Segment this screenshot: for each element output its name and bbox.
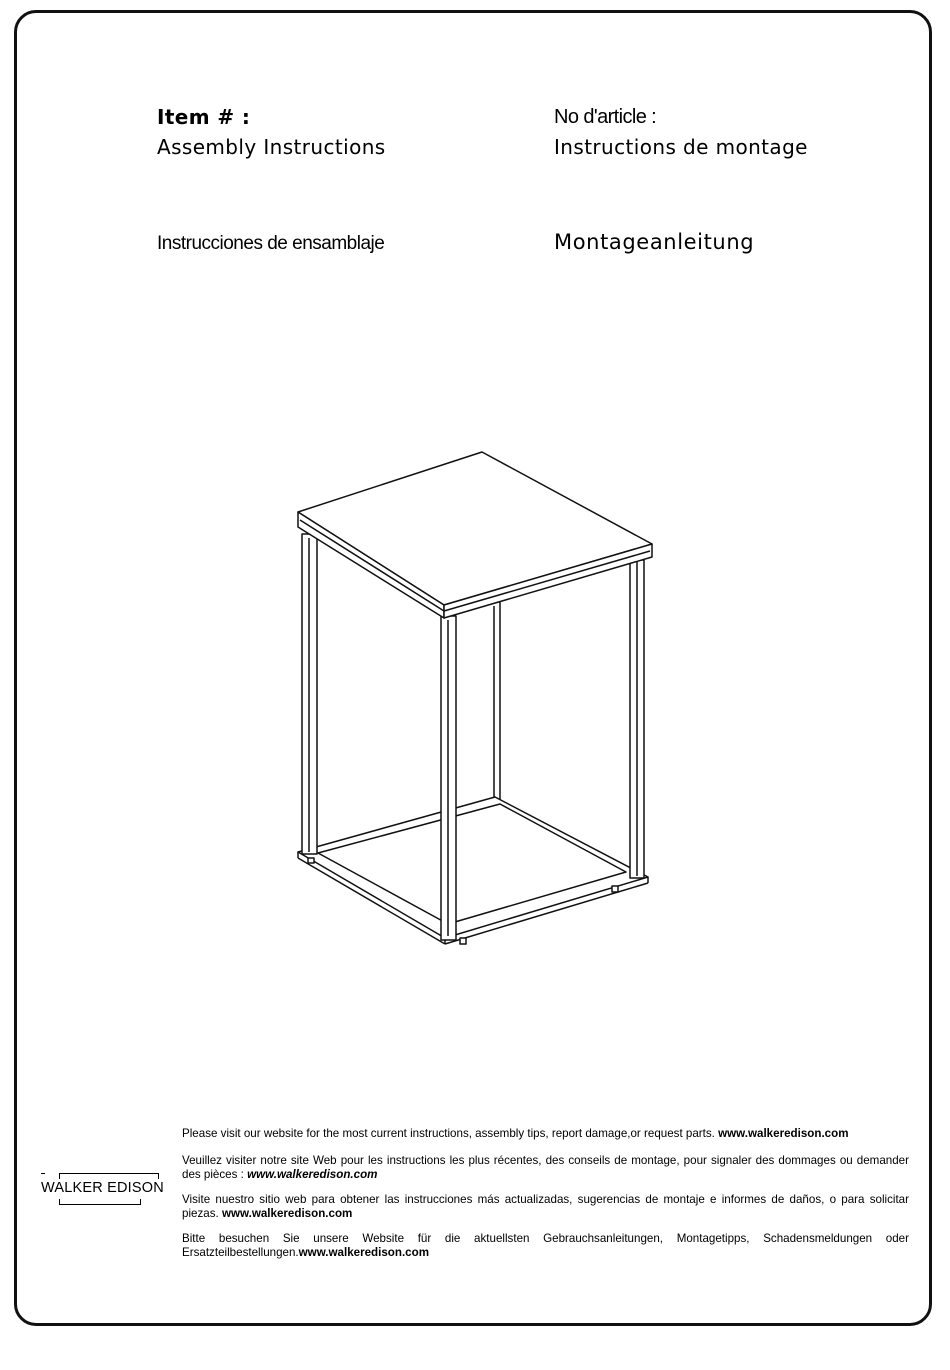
website-link-es[interactable]: www.walkeredison.com (221, 1207, 353, 1220)
notice-de-text: Bitte besuchen Sie unsere Website für die aktuellsten Gebrauchsanleitungen, Montagetipps, Schadensmeldungen oder Ersatzteilbestellungen. (182, 1232, 909, 1259)
notice-es (182, 1193, 909, 1221)
notice-de (182, 1232, 909, 1260)
walker-edison-logo (41, 1173, 164, 1205)
website-link-en[interactable]: www.walkeredison.com (718, 1127, 849, 1140)
notice-es-text: Visite nuestro sitio web para obtener las instrucciones más actualizadas, sugerencias de montaje e informes de daños, o para solicitar piezas. (182, 1193, 909, 1220)
notice-en (182, 1127, 909, 1141)
notice-en-text: Please visit our website for the most current instructions, assembly tips, report damage,or request parts. (182, 1127, 715, 1140)
website-link-fr[interactable]: www.walkeredison.com (247, 1168, 378, 1181)
website-link-de[interactable]: www.walkeredison.com (298, 1246, 430, 1259)
item-number-label: Item # : (157, 105, 251, 129)
notice-fr-text: Veuillez visiter notre site Web pour les instructions les plus récentes, des conseils de montage, pour signaler des dommages ou demander des pièces : (182, 1154, 909, 1181)
assembly-instructions-title-es: Instrucciones de ensamblaje (157, 233, 385, 254)
assembly-instructions-title-fr: Instructions de montage (554, 135, 808, 159)
assembly-instructions-title-de: Montageanleitung (554, 230, 755, 254)
item-number-label-fr: No d'article : (554, 106, 657, 128)
notice-fr (182, 1154, 909, 1182)
assembly-instructions-title-en: Assembly Instructions (157, 135, 386, 159)
logo-text: WALKER EDISON (41, 1180, 164, 1196)
side-table-icon (296, 450, 656, 950)
